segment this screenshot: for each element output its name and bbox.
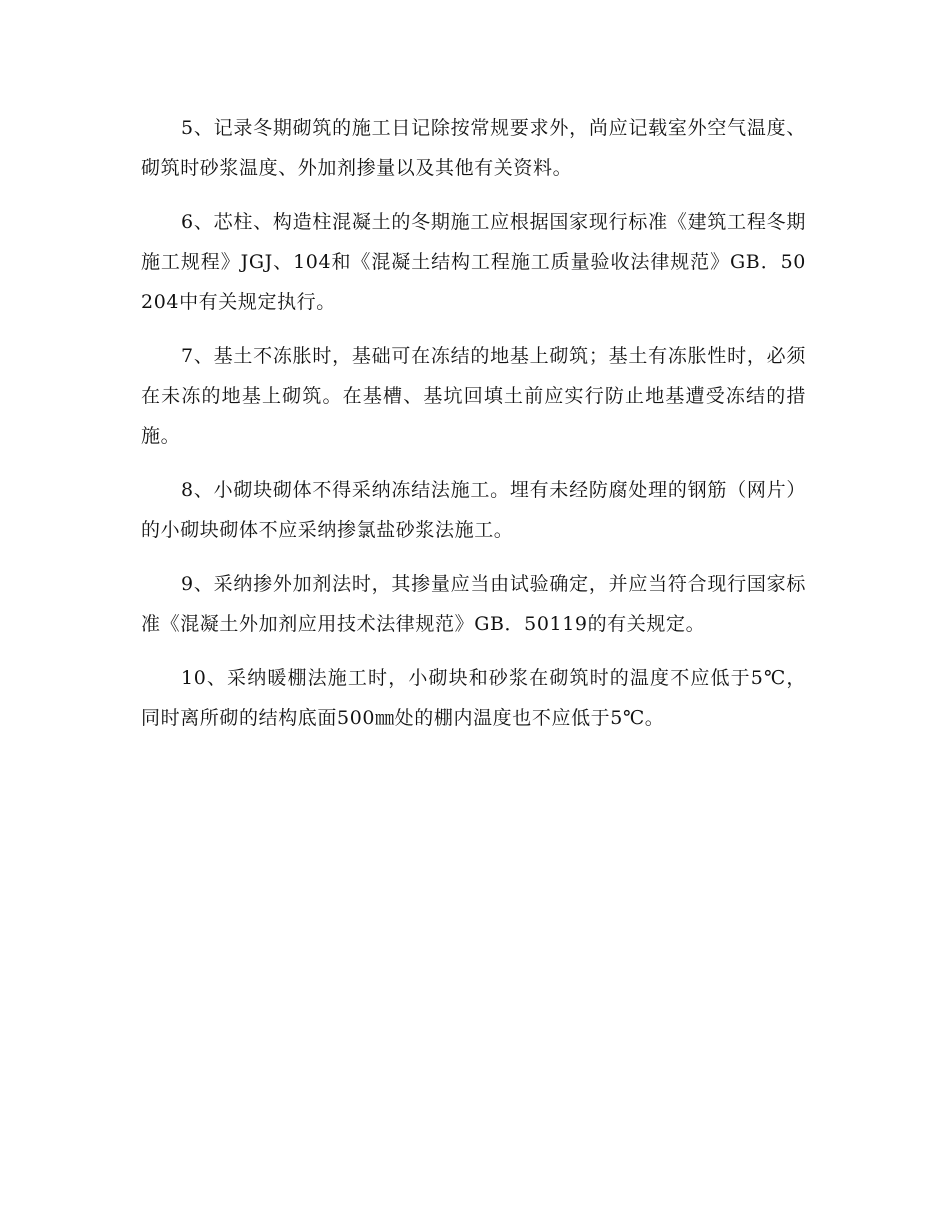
- paragraph-7: 7、基土不冻胀时，基础可在冻结的地基上砌筑；基土有冻胀性时，必须在未冻的地基上砌筑。在基槽、基坑回填土前应实行防止地基遭受冻结的措施。: [141, 345, 806, 447]
- paragraph-10: 10、采纳暖棚法施工时，小砌块和砂浆在砌筑时的温度不应低于5℃，同时离所砌的结构底面500㎜处的棚内温度也不应低于5℃。: [141, 667, 806, 729]
- document-body: [141, 108, 806, 752]
- paragraph-8: 8、小砌块砌体不得采纳冻结法施工。埋有未经防腐处理的钢筋（网片）的小砌块砌体不应采纳掺氯盐砂浆法施工。: [141, 479, 806, 541]
- paragraph-5: 5、记录冬期砌筑的施工日记除按常规要求外，尚应记载室外空气温度、砌筑时砂浆温度、外加剂掺量以及其他有关资料。: [141, 117, 806, 179]
- paragraph-6: 6、芯柱、构造柱混凝土的冬期施工应根据国家现行标准《建筑工程冬期施工规程》JGJ、104和《混凝土结构工程施工质量验收法律规范》GB．50204中有关规定执行。: [141, 211, 806, 313]
- paragraph-9: 9、采纳掺外加剂法时，其掺量应当由试验确定，并应当符合现行国家标准《混凝土外加剂应用技术法律规范》GB．50119的有关规定。: [141, 573, 806, 635]
